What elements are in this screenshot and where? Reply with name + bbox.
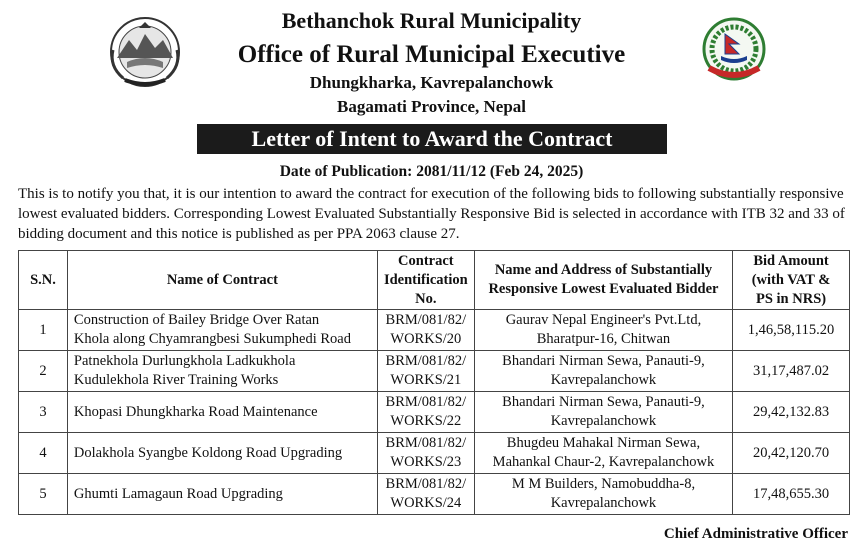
table-row	[19, 310, 850, 351]
contract-id-line-2: WORKS/20	[390, 331, 462, 347]
row-bid-amount: 1,46,58,115.20	[733, 310, 850, 351]
row-sn: 5	[19, 474, 68, 515]
row-bidder	[474, 310, 732, 351]
row-bidder	[474, 433, 732, 474]
contract-id-line-1: BRM/081/82/	[385, 435, 467, 451]
row-bidder	[474, 351, 732, 392]
contract-id-line-1: BRM/081/82/	[385, 476, 467, 492]
contract-name-line-2: Kudulekhola River Training Works	[73, 372, 279, 388]
header-bidder-line-2: Responsive Lowest Evaluated Bidder	[488, 281, 719, 297]
row-bidder	[474, 474, 732, 515]
row-sn: 4	[19, 433, 68, 474]
municipality-name: Bethanchok Rural Municipality	[281, 8, 582, 33]
contract-id-line-2: WORKS/22	[390, 413, 462, 429]
contract-id-line-2: WORKS/23	[390, 454, 462, 470]
bidder-line-1: Gaurav Nepal Engineer's Pvt.Ltd,	[505, 312, 702, 328]
contract-id-line-1: BRM/081/82/	[385, 394, 467, 410]
table-row	[19, 433, 850, 474]
table-row	[19, 392, 850, 433]
contract-id-line-1: BRM/081/82/	[385, 312, 467, 328]
row-bid-amount: 17,48,655.30	[733, 474, 850, 515]
table-row	[19, 474, 850, 515]
address-line-1: Dhungkharka, Kavrepalanchowk	[309, 73, 554, 92]
header-contract-name: Name of Contract	[67, 251, 377, 310]
row-contract-id	[377, 392, 474, 433]
bidder-line-2: Kavrepalanchowk	[550, 495, 657, 511]
contract-id-line-1: BRM/081/82/	[385, 353, 467, 369]
row-sn: 3	[19, 392, 68, 433]
row-contract-id	[377, 474, 474, 515]
address-line-2: Bagamati Province, Nepal	[336, 97, 527, 116]
header-amount-line-1: Bid Amount	[753, 252, 829, 269]
row-bid-amount: 29,42,132.83	[733, 392, 850, 433]
row-bid-amount: 20,42,120.70	[733, 433, 850, 474]
contract-id-line-2: WORKS/21	[390, 372, 462, 388]
contract-name-line-1: Patnekhola Durlungkhola Ladkukhola	[73, 353, 296, 369]
notice-paragraph	[18, 184, 852, 244]
notice-title-banner: Letter of Intent to Award the Contract	[197, 124, 667, 154]
table-header-row	[19, 251, 850, 310]
header-id-line-2: Identification	[383, 271, 468, 288]
signatory: Chief Administrative Officer	[663, 526, 848, 542]
row-contract-name	[67, 351, 377, 392]
bidder-line-2: Kavrepalanchowk	[550, 372, 657, 388]
header-bid-amount	[733, 251, 850, 310]
header-bidder-line-1: Name and Address of Substantially	[494, 262, 713, 278]
table-row	[19, 351, 850, 392]
row-sn: 1	[19, 310, 68, 351]
row-bid-amount: 31,17,487.02	[733, 351, 850, 392]
row-contract-name	[67, 310, 377, 351]
notice-line-3: bidding document and this notice is published as per PPA 2063 clause 27.	[18, 226, 460, 242]
row-bidder	[474, 392, 732, 433]
bidder-line-1: Bhandari Nirman Sewa, Panauti-9,	[502, 353, 705, 369]
row-contract-name: Khopasi Dhungkharka Road Maintenance	[67, 392, 377, 433]
publication-date: Date of Publication: 2081/11/12 (Feb 24, 2025)	[279, 163, 584, 180]
row-contract-id	[377, 310, 474, 351]
contract-award-table	[18, 250, 850, 515]
header-sn: S.N.	[19, 251, 68, 310]
row-contract-id	[377, 351, 474, 392]
bidder-line-2: Kavrepalanchowk	[550, 413, 657, 429]
bidder-line-2: Bharatpur-16, Chitwan	[536, 331, 671, 347]
bidder-line-1: Bhandari Nirman Sewa, Panauti-9,	[502, 394, 705, 410]
header-id-line-1: Contract	[398, 252, 454, 269]
bidder-line-1: M M Builders, Namobuddha-8,	[511, 476, 696, 492]
row-contract-name: Ghumti Lamagaun Road Upgrading	[67, 474, 377, 515]
office-name: Office of Rural Municipal Executive	[237, 41, 626, 68]
header-bidder	[474, 251, 732, 310]
contract-name-line-1: Construction of Bailey Bridge Over Ratan	[73, 312, 320, 328]
contract-name-line-2: Khola along Chyamrangbesi Sukumphedi Road	[73, 331, 351, 347]
header-amount-line-3: PS in NRS)	[755, 290, 827, 307]
row-sn: 2	[19, 351, 68, 392]
notice-line-2: lowest evaluated bidders. Corresponding Lowest Evaluated Substantially Responsive Bid is selected in accordance with ITB 32 and 33 of	[18, 206, 845, 222]
header-id-line-3: No.	[415, 290, 437, 307]
notice-line-1: This is to notify you that, it is our intention to award the contract for execution of the following bids to following substantially responsive	[18, 186, 844, 202]
contract-id-line-2: WORKS/24	[390, 495, 462, 511]
bidder-line-1: Bhugdeu Mahakal Nirman Sewa,	[506, 435, 701, 451]
row-contract-id	[377, 433, 474, 474]
bidder-line-2: Mahankal Chaur-2, Kavrepalanchowk	[492, 454, 715, 470]
header-contract-id	[377, 251, 474, 310]
header-amount-line-2: (with VAT &	[751, 271, 831, 288]
row-contract-name: Dolakhola Syangbe Koldong Road Upgrading	[67, 433, 377, 474]
